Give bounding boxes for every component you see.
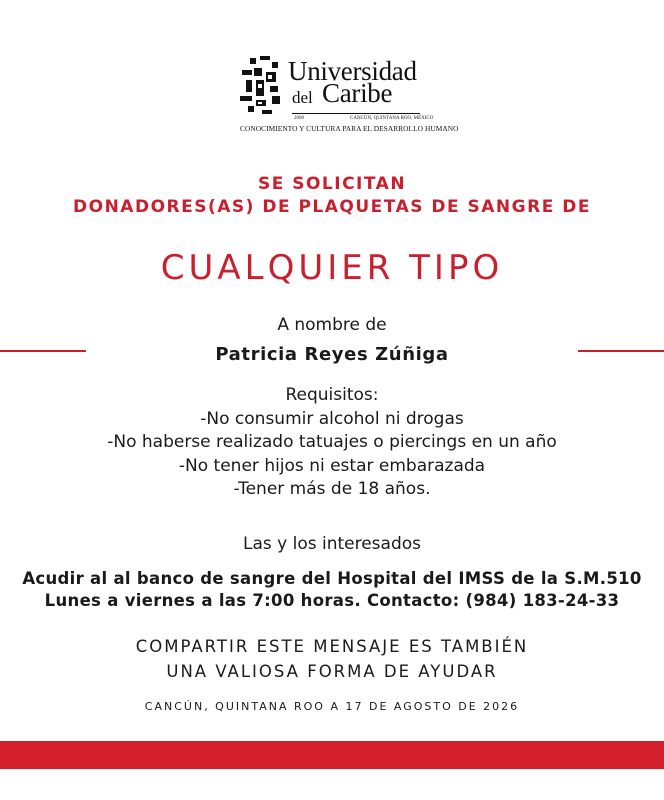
logo-year: 2000: [294, 116, 304, 121]
requirements-block: [0, 384, 664, 502]
logo-place: CANCÚN, QUINTANA ROO, MÉXICO: [350, 116, 434, 121]
instructions-line-1: Acudir al al banco de sangre del Hospital del IMSS de la S.M.510: [22, 569, 642, 588]
logo-rule: [292, 113, 420, 114]
on-behalf-label: A nombre de: [277, 315, 387, 335]
requirement-item: -No tener hijos ni estar embarazada: [178, 455, 486, 476]
dateline: CANCÚN, QUINTANA ROO A 17 DE AGOSTO DE 2026: [144, 700, 520, 713]
university-logo: [236, 50, 459, 136]
requirements-title: Requisitos:: [285, 385, 379, 405]
bottom-accent-bar: [0, 741, 664, 769]
share-message: [0, 634, 664, 684]
mayan-glyph-icon: [236, 56, 286, 116]
requirement-item: -No haberse realizado tatuajes o piercings en un año: [107, 432, 557, 452]
blood-type-title: CUALQUIER TIPO: [160, 248, 504, 288]
person-name: Patricia Reyes Zúñiga: [215, 344, 449, 365]
logo-motto: CONOCIMIENTO Y CULTURA PARA EL DESARROLLO HUMANO: [240, 124, 459, 133]
requirement-item: -Tener más de 18 años.: [233, 479, 431, 499]
interested-label: Las y los interesados: [242, 534, 422, 554]
share-line-1: COMPARTIR ESTE MENSAJE ES TAMBIÉN: [135, 637, 529, 656]
logo-del-word: del: [292, 88, 313, 107]
requirement-item: -No consumir alcohol ni drogas: [200, 408, 464, 429]
logo-university-word: Universidad: [288, 56, 417, 86]
header-line-1: SE SOLICITAN: [257, 174, 407, 194]
logo-caribe-word: Caribe: [322, 78, 393, 108]
share-line-2: UNA VALIOSA FORMA DE AYUDAR: [166, 662, 498, 681]
instructions-block: [0, 568, 664, 612]
header-line-2: DONADORES(AS) DE PLAQUETAS DE SANGRE DE: [73, 197, 591, 217]
instructions-line-2: Lunes a viernes a las 7:00 horas. Contacto: (984) 183-24-33: [44, 591, 620, 610]
